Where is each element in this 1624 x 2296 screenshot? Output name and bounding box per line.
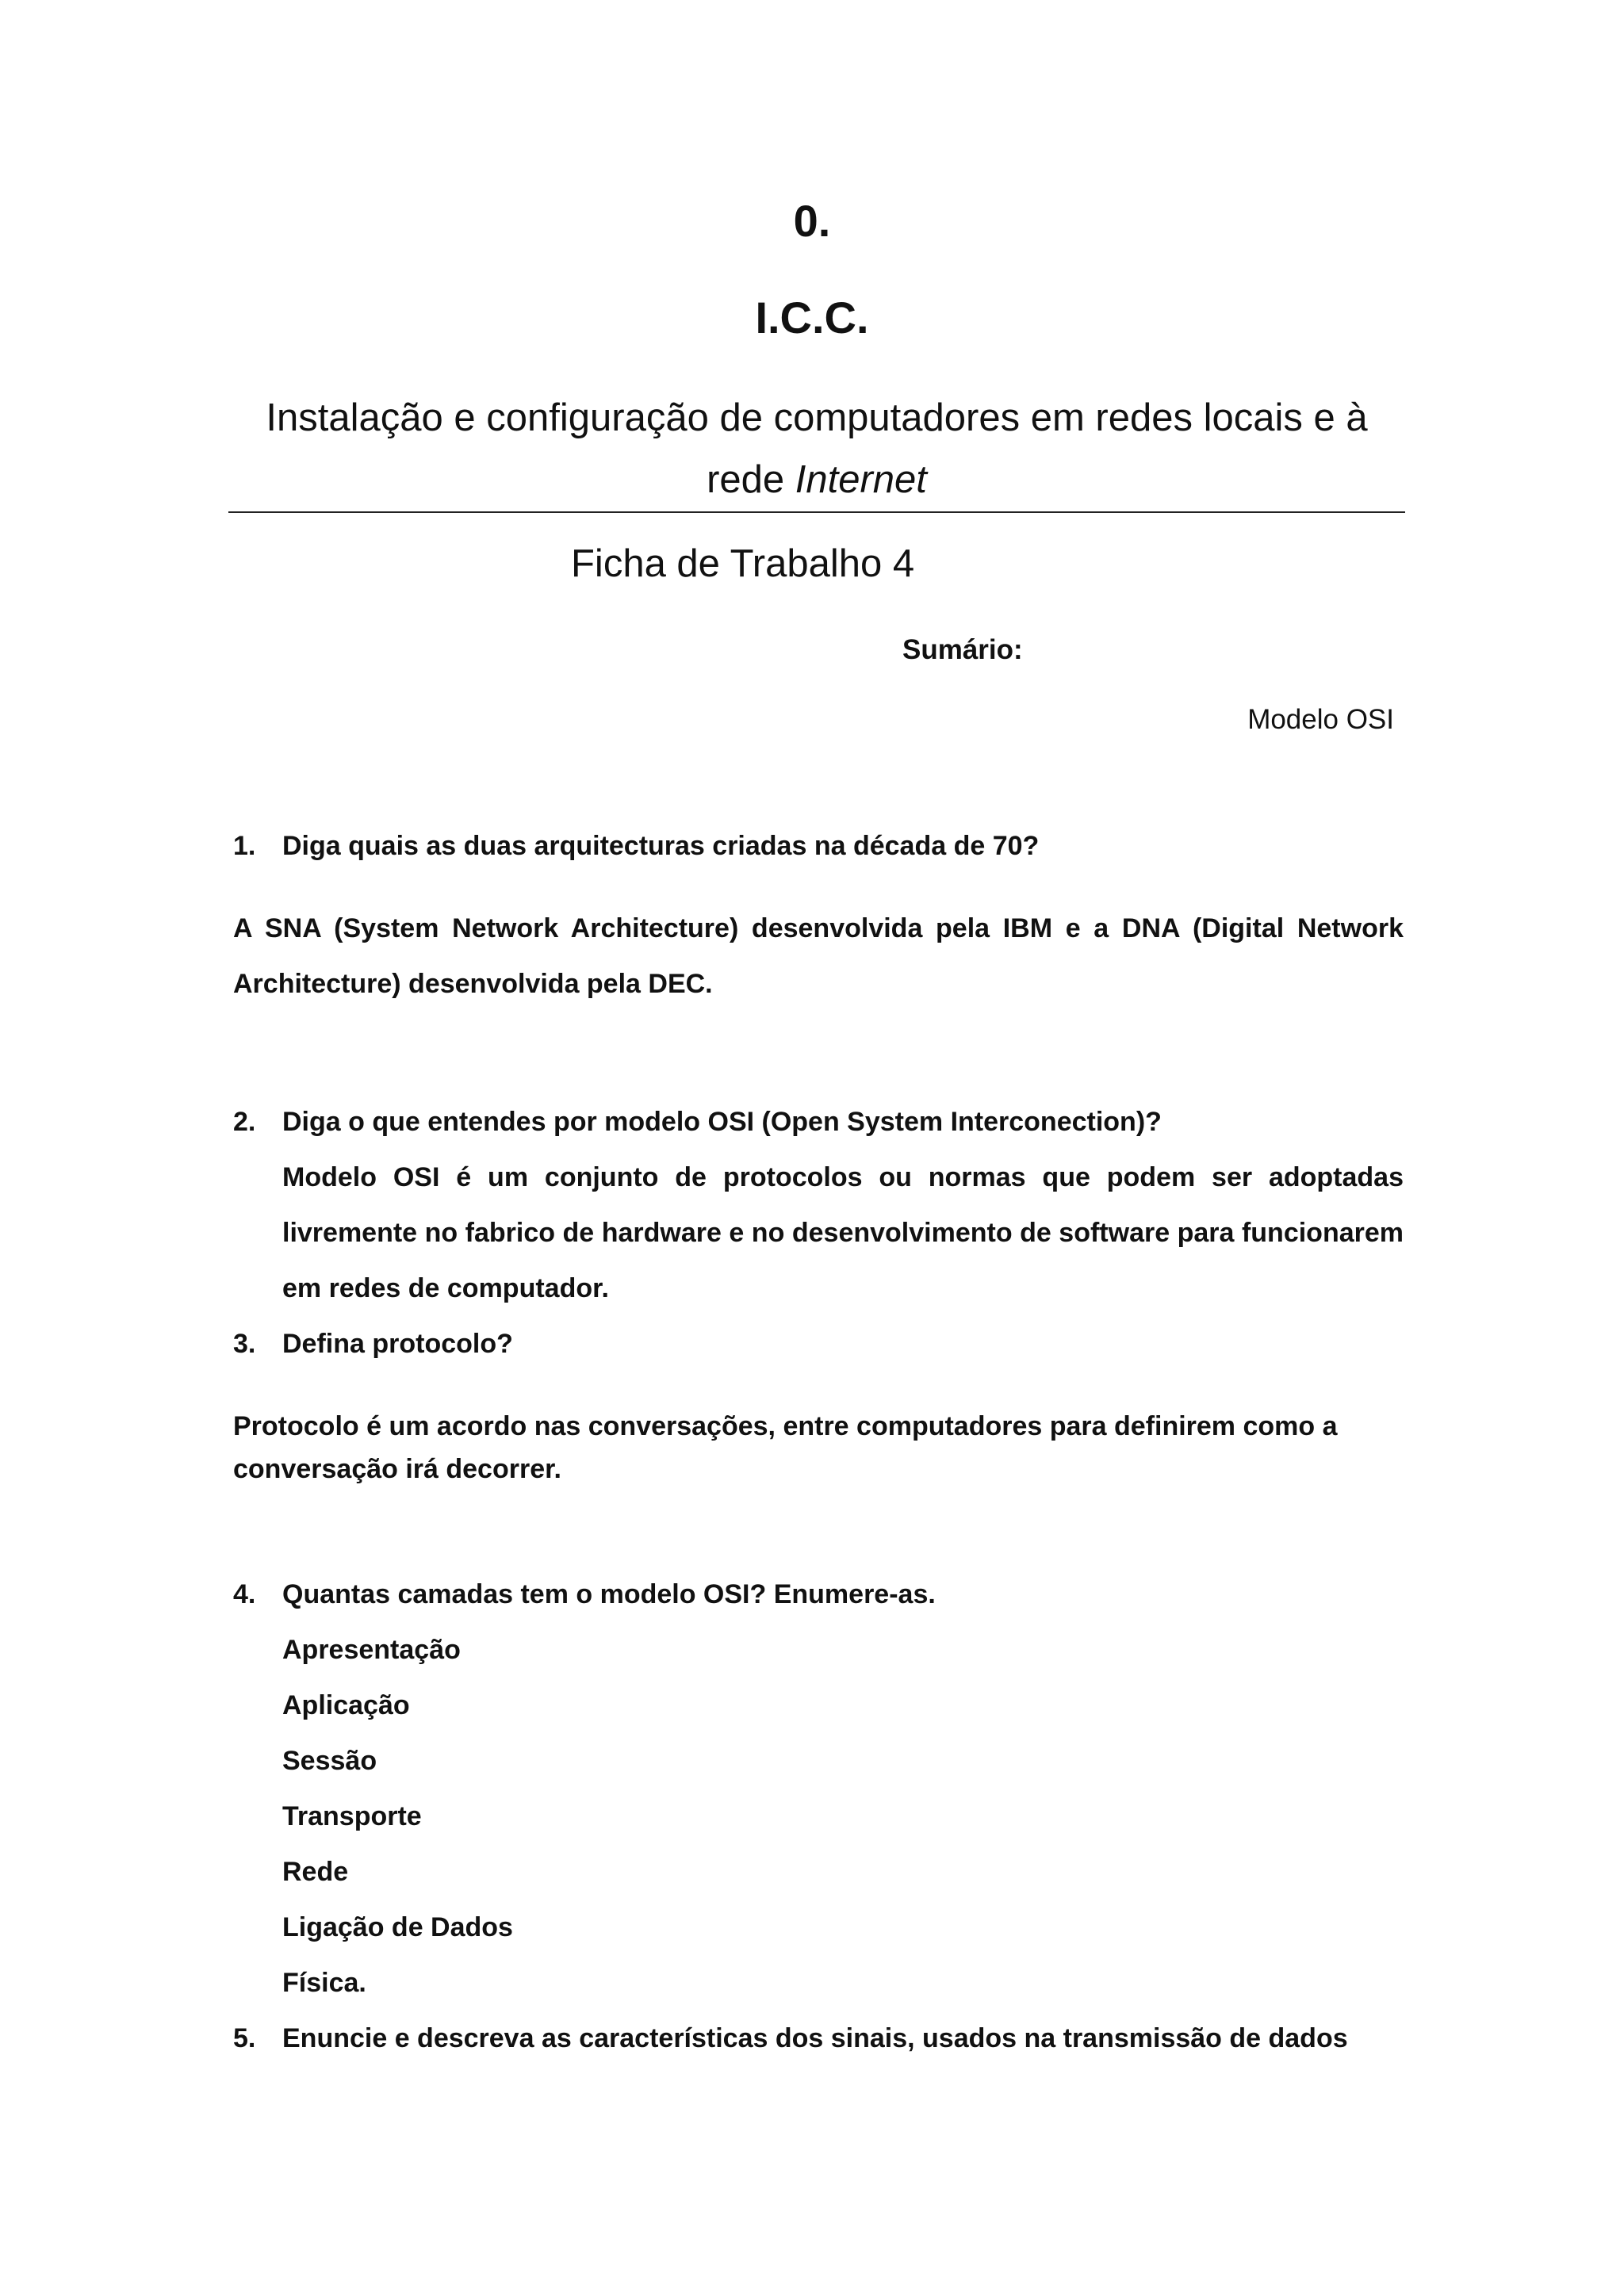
question-text: Diga quais as duas arquitecturas criadas na década de 70? <box>282 831 1040 861</box>
question-text: Quantas camadas tem o modelo OSI? Enumere-as. <box>282 1579 936 1609</box>
course-title <box>228 387 1405 511</box>
answer-3-line-1: Protocolo é um acordo nas conversações, entre computadores para definirem como a <box>233 1411 1338 1441</box>
question-number: 2. <box>233 1107 256 1137</box>
question-3 <box>233 1329 1404 1360</box>
course-title-line2-prefix: rede <box>707 458 795 501</box>
question-5 <box>233 2023 1404 2054</box>
question-text: Enuncie e descreva as características dos sinais, usados na transmissão de dados <box>282 2023 1348 2053</box>
osi-layer-item: Transporte <box>282 1801 422 1831</box>
question-number: 5. <box>233 2023 256 2053</box>
answer-2-line-3: em redes de computador. <box>282 1273 609 1303</box>
osi-layer-item: Apresentação <box>282 1635 461 1665</box>
question-4 <box>233 1579 1404 1610</box>
summary-label: Sumário: <box>902 634 1023 665</box>
answer-2-line-1: Modelo OSI é um conjunto de protocolos ou normas que podem ser adoptadas <box>282 1162 1404 1192</box>
question-number: 1. <box>233 831 256 861</box>
course-acronym: I.C.C. <box>755 293 869 342</box>
osi-layer-item: Aplicação <box>282 1690 410 1720</box>
answer-1-line-2: Architecture) desenvolvida pela DEC. <box>233 969 713 999</box>
answer-2-line-2: livremente no fabrico de hardware e no desenvolvimento de software para funcionarem <box>282 1218 1404 1248</box>
question-number: 4. <box>233 1579 256 1609</box>
osi-layer-item: Física. <box>282 1968 366 1998</box>
question-number: 3. <box>233 1329 256 1359</box>
summary-value: Modelo OSI <box>1247 704 1394 735</box>
answer-1-line-1: A SNA (System Network Architecture) desenvolvida pela IBM e a DNA (Digital Network <box>233 913 1404 943</box>
osi-layer-item: Sessão <box>282 1746 377 1776</box>
question-2 <box>233 1107 1404 1138</box>
header-divider <box>228 511 1405 513</box>
osi-layer-item: Ligação de Dados <box>282 1912 513 1942</box>
document-number: 0. <box>793 196 831 246</box>
course-title-line2-italic: Internet <box>795 458 927 501</box>
answer-3-line-2: conversação irá decorrer. <box>233 1454 561 1484</box>
worksheet-title: Ficha de Trabalho 4 <box>571 542 915 585</box>
osi-layer-item: Rede <box>282 1857 349 1887</box>
question-text: Defina protocolo? <box>282 1329 513 1359</box>
question-text: Diga o que entendes por modelo OSI (Open System Interconection)? <box>282 1107 1162 1137</box>
question-1 <box>233 831 1404 862</box>
course-title-line1: Instalação e configuração de computadores em redes locais e à <box>266 396 1368 439</box>
